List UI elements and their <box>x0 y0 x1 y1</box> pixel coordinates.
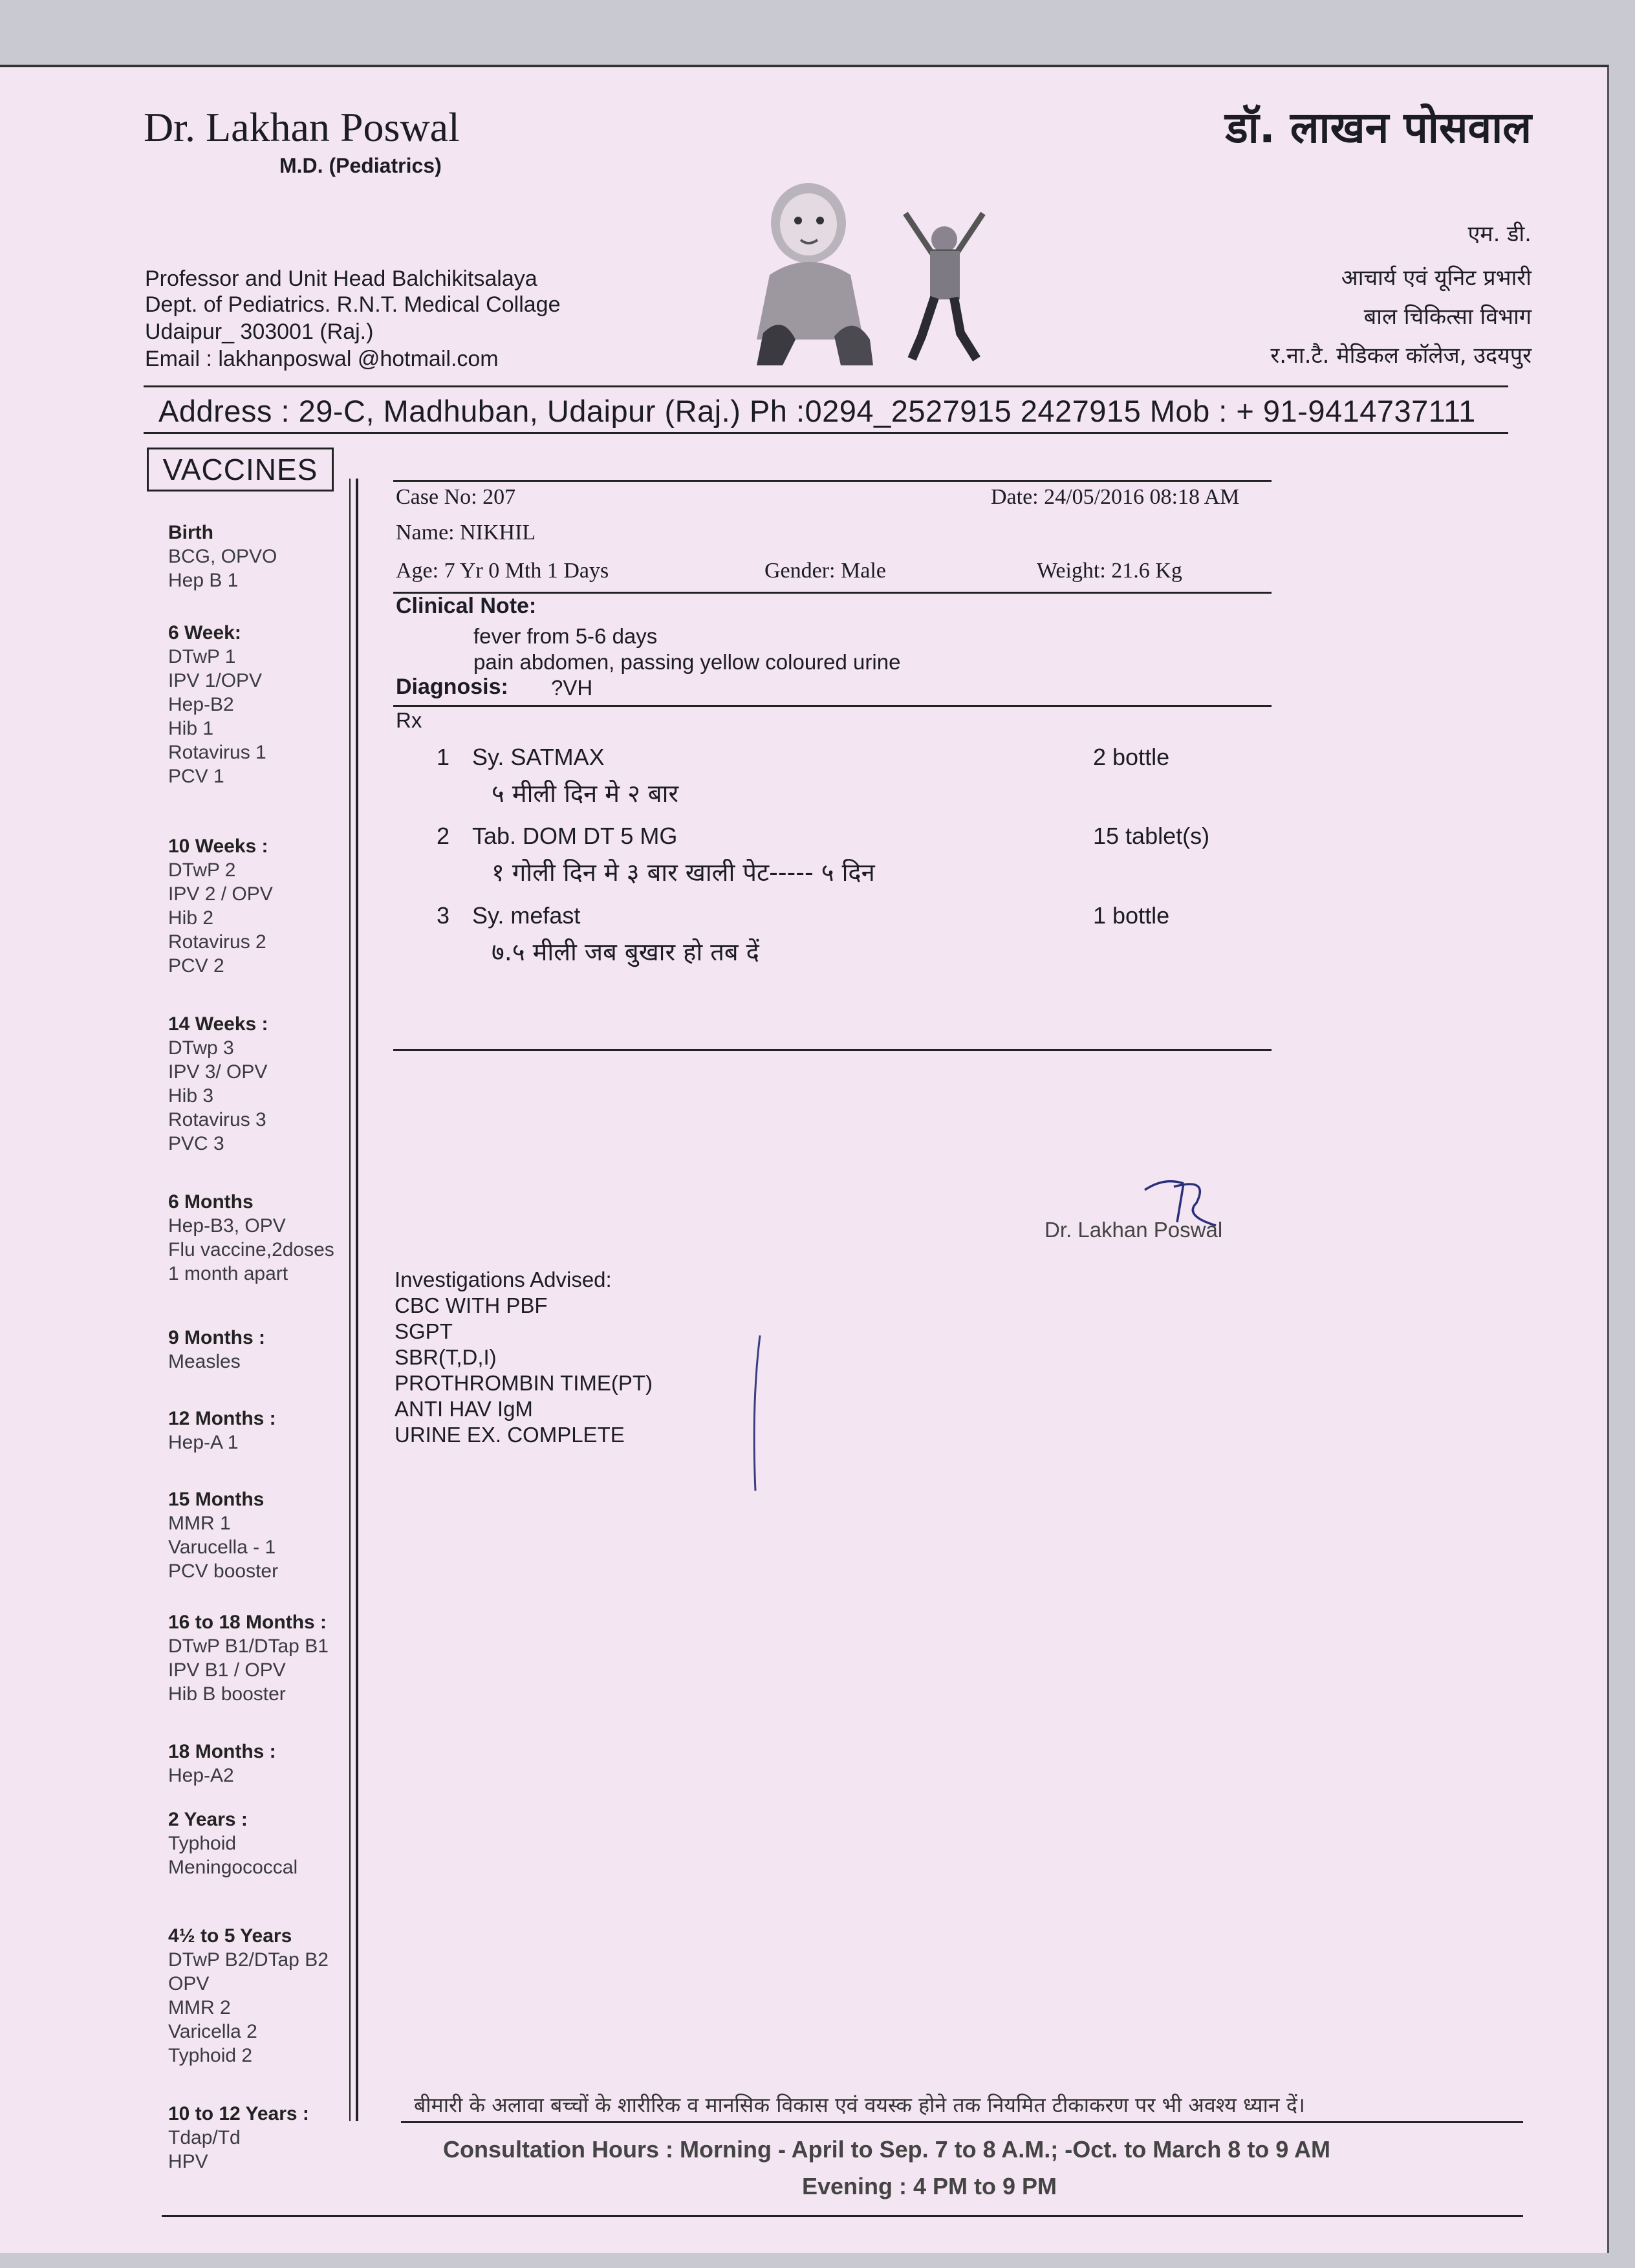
visit-date: Date: 24/05/2016 08:18 AM <box>991 485 1240 509</box>
medicine-number: 2 <box>437 823 450 849</box>
investigation-item: SBR(T,D,I) <box>395 1345 497 1369</box>
vaccine-item: DTwP B2/DTap B2 <box>168 1949 329 1971</box>
header-divider <box>144 385 1508 387</box>
pen-stroke-mark <box>744 1332 770 1494</box>
diagnosis-label: Diagnosis: <box>396 675 508 699</box>
vaccine-item: PCV 2 <box>168 955 224 977</box>
vaccine-item: Measles <box>168 1351 241 1372</box>
doctor-name-hi: डॉ. लाखन पोसवाल <box>1225 103 1532 153</box>
doctor-title-hi: आचार्य एवं यूनिट प्रभारी <box>1341 265 1532 291</box>
vaccine-group <box>168 1610 362 1706</box>
vaccine-group-heading: 4½ to 5 Years <box>168 1925 292 1947</box>
vaccine-group-heading: 6 Months <box>168 1191 254 1213</box>
prescription-end-line <box>393 1049 1272 1051</box>
vaccine-item: PCV 1 <box>168 766 224 787</box>
vaccine-item: Meningococcal <box>168 1857 298 1878</box>
vaccine-item: Varucella - 1 <box>168 1537 276 1558</box>
vaccine-item: Hep-B3, OPV <box>168 1215 286 1237</box>
vaccine-group-heading: 2 Years : <box>168 1809 248 1830</box>
vaccines-title: VACCINES <box>147 448 334 491</box>
vaccine-group-heading: 6 Week: <box>168 622 241 643</box>
investigation-item: CBC WITH PBF <box>395 1293 548 1317</box>
footer-divider <box>401 2121 1523 2123</box>
vaccine-item: Hep-A 1 <box>168 1432 239 1453</box>
vaccine-item: PVC 3 <box>168 1133 224 1154</box>
medicine-quantity: 1 bottle <box>1093 902 1170 929</box>
vaccine-group-heading: 10 to 12 Years : <box>168 2103 309 2124</box>
vaccine-item: BCG, OPVO <box>168 546 277 567</box>
patient-gender: Gender: Male <box>764 559 886 583</box>
vaccine-item: DTwP 2 <box>168 859 236 881</box>
medicine-dose-hindi: १ गोली दिन मे ३ बार खाली पेट----- ५ दिन <box>492 858 875 887</box>
vaccine-item: IPV 2 / OPV <box>168 883 273 905</box>
vaccine-group-heading: 12 Months : <box>168 1408 276 1429</box>
vaccine-group-heading: 18 Months : <box>168 1741 276 1762</box>
doctor-title-line: Professor and Unit Head Balchikitsalaya <box>145 266 537 291</box>
vaccine-group-heading: 14 Weeks : <box>168 1013 268 1035</box>
child-jumping-icon <box>899 207 990 369</box>
vaccine-item: Rotavirus 3 <box>168 1109 266 1130</box>
patient-age: Age: 7 Yr 0 Mth 1 Days <box>396 559 609 583</box>
vaccine-item: PCV booster <box>168 1561 279 1582</box>
patient-weight: Weight: 21.6 Kg <box>1037 559 1182 583</box>
diagnosis-divider <box>393 705 1272 707</box>
doctor-dept-hi: बाल चिकित्सा विभाग <box>1363 304 1532 330</box>
bottom-border-line <box>162 2215 1523 2217</box>
investigation-item: ANTI HAV IgM <box>395 1397 533 1421</box>
vaccine-item: IPV 3/ OPV <box>168 1061 268 1083</box>
vaccine-item: Hib B booster <box>168 1683 286 1705</box>
address-divider <box>144 432 1508 434</box>
vaccine-item: Hep-B2 <box>168 694 234 715</box>
vaccine-item: Rotavirus 1 <box>168 742 266 763</box>
vaccine-group <box>168 1326 362 1374</box>
vaccine-group <box>168 621 362 788</box>
vaccine-item: Flu vaccine,2doses <box>168 1239 334 1260</box>
investigations-label: Investigations Advised: <box>395 1268 612 1291</box>
vaccine-group <box>168 1190 362 1286</box>
clinical-note-line: pain abdomen, passing yellow coloured urine <box>473 650 901 674</box>
case-number: Case No: 207 <box>396 485 516 509</box>
vaccine-item: DTwp 3 <box>168 1037 234 1059</box>
medicine-name: Tab. DOM DT 5 MG <box>472 823 678 849</box>
vaccine-group <box>168 1407 362 1454</box>
medicine-name: Sy. SATMAX <box>472 744 605 770</box>
vaccine-item: Hep B 1 <box>168 570 239 591</box>
vaccine-group <box>168 834 362 978</box>
baby-crawling-icon <box>744 178 883 372</box>
medicine-dose-hindi: ५ मीली दिन मे २ बार <box>492 779 679 808</box>
doctor-dept-line: Dept. of Pediatrics. R.N.T. Medical Collage <box>145 292 561 317</box>
vaccine-item: 1 month apart <box>168 1263 288 1284</box>
doctor-city-line: Udaipur_ 303001 (Raj.) <box>145 319 374 344</box>
clinic-address: Address : 29-C, Madhuban, Udaipur (Raj.) Ph :0294_2527915 2427915 Mob : + 91-9414737111 <box>158 394 1476 428</box>
vaccine-group <box>168 1924 362 2068</box>
medicine-number: 1 <box>437 744 450 770</box>
vaccine-group <box>168 2102 362 2174</box>
vaccine-item: OPV <box>168 1973 210 1994</box>
investigation-item: PROTHROMBIN TIME(PT) <box>395 1371 653 1395</box>
vaccine-item: DTwP B1/DTap B1 <box>168 1636 329 1657</box>
vaccine-item: IPV B1 / OPV <box>168 1659 286 1681</box>
clinical-note-line: fever from 5-6 days <box>473 624 658 648</box>
doctor-degree-hi: एम. डी. <box>1467 221 1532 247</box>
medicine-name: Sy. mefast <box>472 902 581 929</box>
vaccine-group <box>168 1808 362 1879</box>
vaccine-item: Rotavirus 2 <box>168 931 266 953</box>
signature-name: Dr. Lakhan Poswal <box>1045 1218 1223 1242</box>
vaccine-group-heading: 16 to 18 Months : <box>168 1612 327 1633</box>
vaccine-item: Hib 2 <box>168 907 214 929</box>
doctor-degree-en: M.D. (Pediatrics) <box>279 154 442 177</box>
clinical-note-label: Clinical Note: <box>396 594 537 618</box>
doctor-email-line: Email : lakhanposwal @hotmail.com <box>145 347 499 371</box>
vaccine-item: Hib 3 <box>168 1085 214 1107</box>
vaccine-item: DTwP 1 <box>168 646 236 667</box>
vaccine-item: MMR 1 <box>168 1513 231 1534</box>
medicine-dose-hindi: ७.५ मीली जब बुखार हो तब दें <box>492 938 759 966</box>
investigation-item: URINE EX. COMPLETE <box>395 1423 625 1447</box>
footer-advice-hindi: बीमारी के अलावा बच्चों के शारीरिक व मानसिक विकास एवं वयस्क होने तक नियमित टीकाकरण पर भी अवश्य ध्यान दें। <box>414 2093 1305 2117</box>
patient-name: Name: NIKHIL <box>396 521 536 545</box>
vaccine-item: Hib 1 <box>168 718 214 739</box>
vaccine-item: IPV 1/OPV <box>168 670 263 691</box>
medicine-quantity: 15 tablet(s) <box>1093 823 1210 849</box>
vaccine-group <box>168 521 362 592</box>
vaccine-item: Typhoid 2 <box>168 2045 253 2066</box>
vaccine-item: Typhoid <box>168 1833 237 1854</box>
vaccine-group-heading: 10 Weeks : <box>168 836 268 857</box>
vaccine-item: MMR 2 <box>168 1997 231 2018</box>
vaccine-group-heading: Birth <box>168 522 213 543</box>
vaccine-item: Hep-A2 <box>168 1765 234 1786</box>
vaccine-group <box>168 1740 362 1787</box>
vaccine-group-heading: 15 Months <box>168 1489 265 1510</box>
vaccine-group <box>168 1012 362 1156</box>
investigation-item: SGPT <box>395 1319 453 1343</box>
medicine-number: 3 <box>437 902 450 929</box>
evening-hours: Evening : 4 PM to 9 PM <box>802 2173 1057 2199</box>
doctor-college-hi: र.ना.टै. मेडिकल कॉलेज, उदयपुर <box>1270 343 1532 369</box>
vaccine-item: HPV <box>168 2151 208 2172</box>
rx-symbol: Rx <box>396 708 422 732</box>
diagnosis-value: ?VH <box>551 676 593 700</box>
vaccine-item: Tdap/Td <box>168 2127 241 2148</box>
consultation-hours: Consultation Hours : Morning - April to Sep. 7 to 8 A.M.; -Oct. to March 8 to 9 AM <box>443 2136 1330 2163</box>
vaccine-group <box>168 1487 362 1583</box>
patient-top-line <box>393 480 1272 482</box>
doctor-name-en: Dr. Lakhan Poswal <box>144 104 460 150</box>
vaccine-item: Varicella 2 <box>168 2021 257 2042</box>
vaccine-group-heading: 9 Months : <box>168 1327 265 1348</box>
medicine-quantity: 2 bottle <box>1093 744 1170 770</box>
